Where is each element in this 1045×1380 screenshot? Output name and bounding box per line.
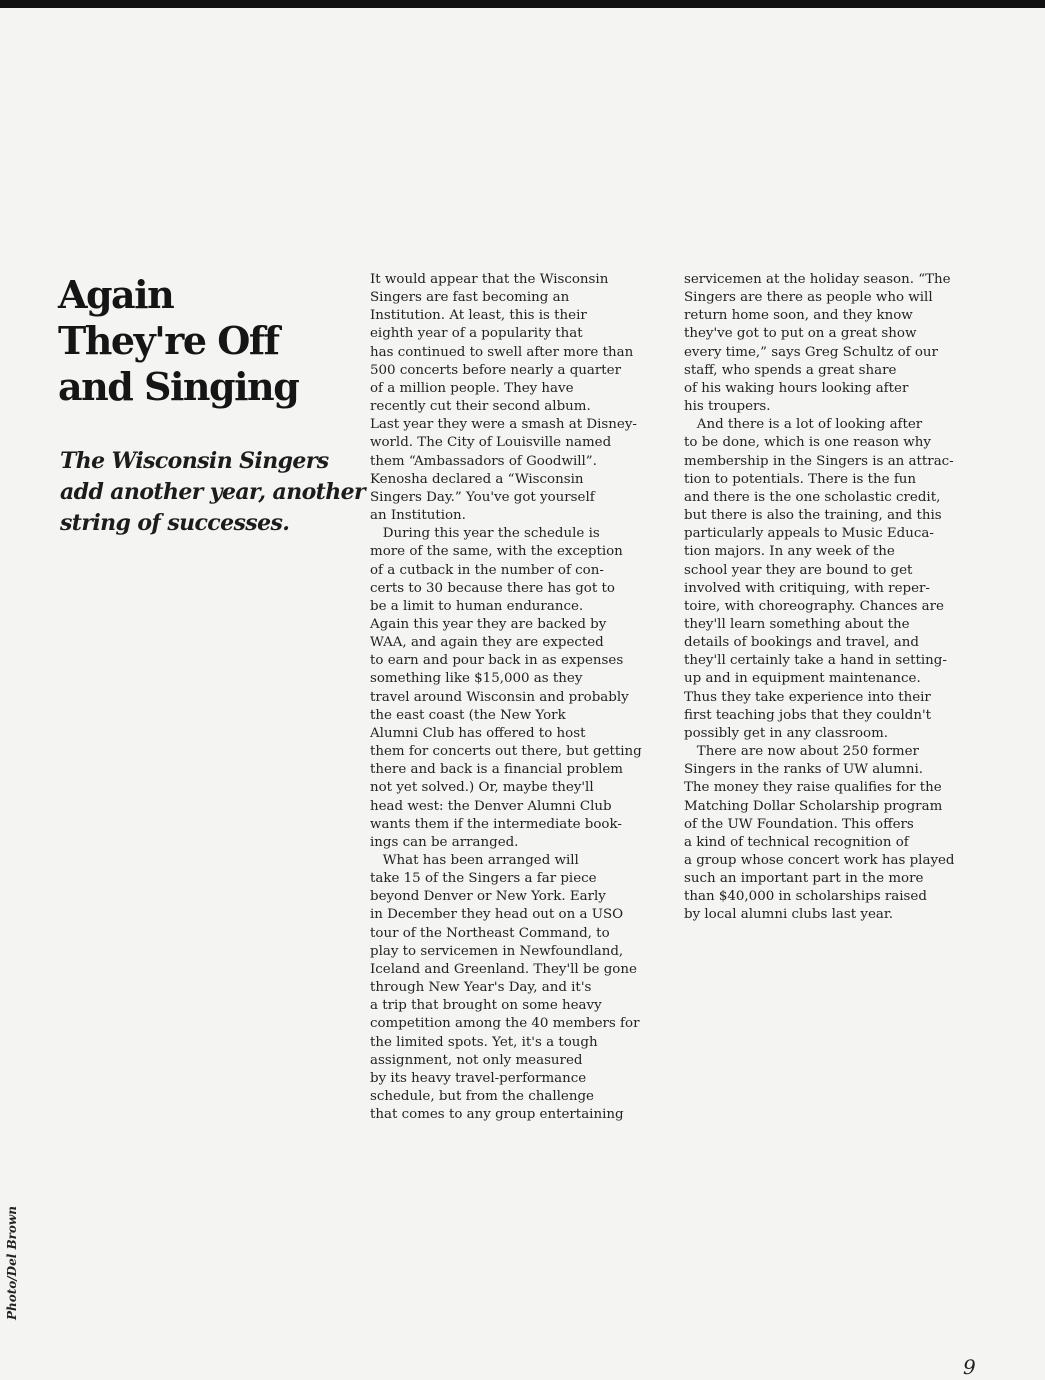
text-line: possibly get in any classroom.	[684, 725, 889, 741]
text-line: first teaching jobs that they couldn't	[684, 707, 932, 723]
text-line: Thus they take experience into their	[684, 689, 931, 705]
text-line: of a cutback in the number of con-	[370, 562, 604, 578]
text-line: There are now about 250 former	[684, 744, 919, 760]
text-line: more of the same, with the exception	[370, 544, 623, 560]
text-line: return home soon, and they know	[684, 308, 913, 324]
text-line: membership in the Singers is an attrac-	[684, 453, 954, 469]
text-line: a kind of technical recognition of	[684, 834, 909, 850]
text-line: Again this year they are backed by	[370, 616, 607, 632]
text-line: a trip that brought on some heavy	[370, 998, 602, 1014]
text-line: Kenosha declared a “Wisconsin	[370, 471, 584, 487]
text-line: school year they are bound to get	[684, 562, 913, 578]
text-line: travel around Wisconsin and probably	[370, 689, 629, 705]
text-line: but there is also the training, and this	[684, 508, 942, 524]
text-line: tion to potentials. There is the fun	[684, 471, 917, 487]
text-line: a group whose concert work has played	[684, 853, 955, 868]
text-line: them “Ambassadors of Goodwill”.	[370, 453, 597, 469]
text-line: there and back is a financial problem	[370, 762, 624, 778]
text-line: and there is the one scholastic credit,	[684, 489, 941, 505]
headline-line: Again	[58, 272, 174, 317]
page-number: 9	[963, 1355, 976, 1379]
top-border	[0, 0, 1045, 8]
text-line: beyond Denver or New York. Early	[370, 889, 606, 905]
subhead-line: add another year, another	[60, 479, 366, 505]
text-line: has continued to swell after more than	[370, 344, 634, 360]
article-headline	[58, 272, 358, 410]
text-line: they'll certainly take a hand in setting-	[684, 653, 947, 669]
text-line: And there is a lot of looking after	[684, 417, 923, 433]
text-line: such an important part in the more	[684, 871, 924, 887]
headline-line: and Singing	[58, 364, 299, 409]
text-line: head west: the Denver Alumni Club	[370, 798, 612, 814]
text-line: eighth year of a popularity that	[370, 326, 583, 342]
text-line: not yet solved.) Or, maybe they'll	[370, 780, 594, 796]
text-line: During this year the schedule is	[370, 526, 600, 542]
article-subhead	[60, 446, 366, 539]
subhead-line: The Wisconsin Singers	[60, 448, 329, 474]
text-line: take 15 of the Singers a far piece	[370, 871, 597, 887]
text-line: than $40,000 in scholarships raised	[684, 889, 927, 905]
text-line: servicemen at the holiday season. “The	[684, 272, 951, 287]
text-line: WAA, and again they are expected	[370, 635, 604, 651]
text-line: of a million people. They have	[370, 380, 574, 396]
text-line: to earn and pour back in as expenses	[370, 653, 624, 669]
text-line: It would appear that the Wisconsin	[370, 272, 609, 287]
text-line: every time,” says Greg Schultz of our	[684, 344, 938, 360]
text-line: staff, who spends a great share	[684, 362, 897, 378]
body-column-1	[370, 271, 670, 1124]
text-line: 500 concerts before nearly a quarter	[370, 362, 621, 378]
text-line: competition among the 40 members for	[370, 1016, 640, 1032]
text-line: play to servicemen in Newfoundland,	[370, 943, 624, 959]
text-line: they'll learn something about the	[684, 616, 910, 632]
text-line: Singers in the ranks of UW alumni.	[684, 762, 924, 778]
text-line: tour of the Northeast Command, to	[370, 925, 610, 941]
text-line: his troupers.	[684, 399, 771, 415]
text-line: Singers are fast becoming an	[370, 290, 570, 306]
text-line: assignment, not only measured	[370, 1052, 583, 1068]
photo-credit: Photo/Del Brown	[5, 1206, 19, 1320]
text-line: that comes to any group entertaining	[370, 1107, 624, 1123]
text-line: details of bookings and travel, and	[684, 635, 919, 651]
text-line: ings can be arranged.	[370, 834, 519, 850]
text-line: The money they raise qualifies for the	[684, 780, 942, 796]
text-line: in December they head out on a USO	[370, 907, 624, 923]
body-column-2	[684, 271, 984, 925]
text-line: Last year they were a smash at Disney-	[370, 417, 637, 433]
text-line: involved with critiquing, with reper-	[684, 580, 930, 596]
text-line: be a limit to human endurance.	[370, 598, 584, 614]
text-line: something like $15,000 as they	[370, 671, 583, 687]
text-line: tion majors. In any week of the	[684, 544, 895, 560]
text-line: certs to 30 because there has got to	[370, 580, 615, 596]
text-line: by local alumni clubs last year.	[684, 907, 894, 923]
text-line: an Institution.	[370, 508, 466, 524]
text-line: through New Year's Day, and it's	[370, 980, 592, 996]
text-line: them for concerts out there, but getting	[370, 744, 642, 760]
text-line: up and in equipment maintenance.	[684, 671, 921, 687]
text-line: Matching Dollar Scholarship program	[684, 798, 943, 814]
text-line: recently cut their second album.	[370, 399, 591, 415]
text-line: of his waking hours looking after	[684, 380, 909, 396]
text-line: toire, with choreography. Chances are	[684, 598, 944, 614]
text-line: Singers Day.” You've got yourself	[370, 489, 595, 505]
text-line: of the UW Foundation. This offers	[684, 816, 914, 832]
text-line: they've got to put on a great show	[684, 326, 917, 342]
text-line: Institution. At least, this is their	[370, 308, 587, 324]
text-line: to be done, which is one reason why	[684, 435, 931, 451]
text-line: Singers are there as people who will	[684, 290, 933, 306]
text-line: particularly appeals to Music Educa-	[684, 526, 934, 542]
text-line: the east coast (the New York	[370, 707, 566, 723]
text-line: the limited spots. Yet, it's a tough	[370, 1034, 598, 1050]
text-line: wants them if the intermediate book-	[370, 816, 622, 832]
text-line: Alumni Club has offered to host	[370, 725, 586, 741]
text-line: by its heavy travel-performance	[370, 1070, 587, 1086]
headline-line: They're Off	[58, 318, 279, 363]
text-line: What has been arranged will	[370, 853, 579, 868]
text-line: world. The City of Louisville named	[370, 435, 612, 451]
text-line: Iceland and Greenland. They'll be gone	[370, 961, 637, 977]
text-line: schedule, but from the challenge	[370, 1089, 594, 1105]
subhead-line: string of successes.	[60, 510, 290, 536]
